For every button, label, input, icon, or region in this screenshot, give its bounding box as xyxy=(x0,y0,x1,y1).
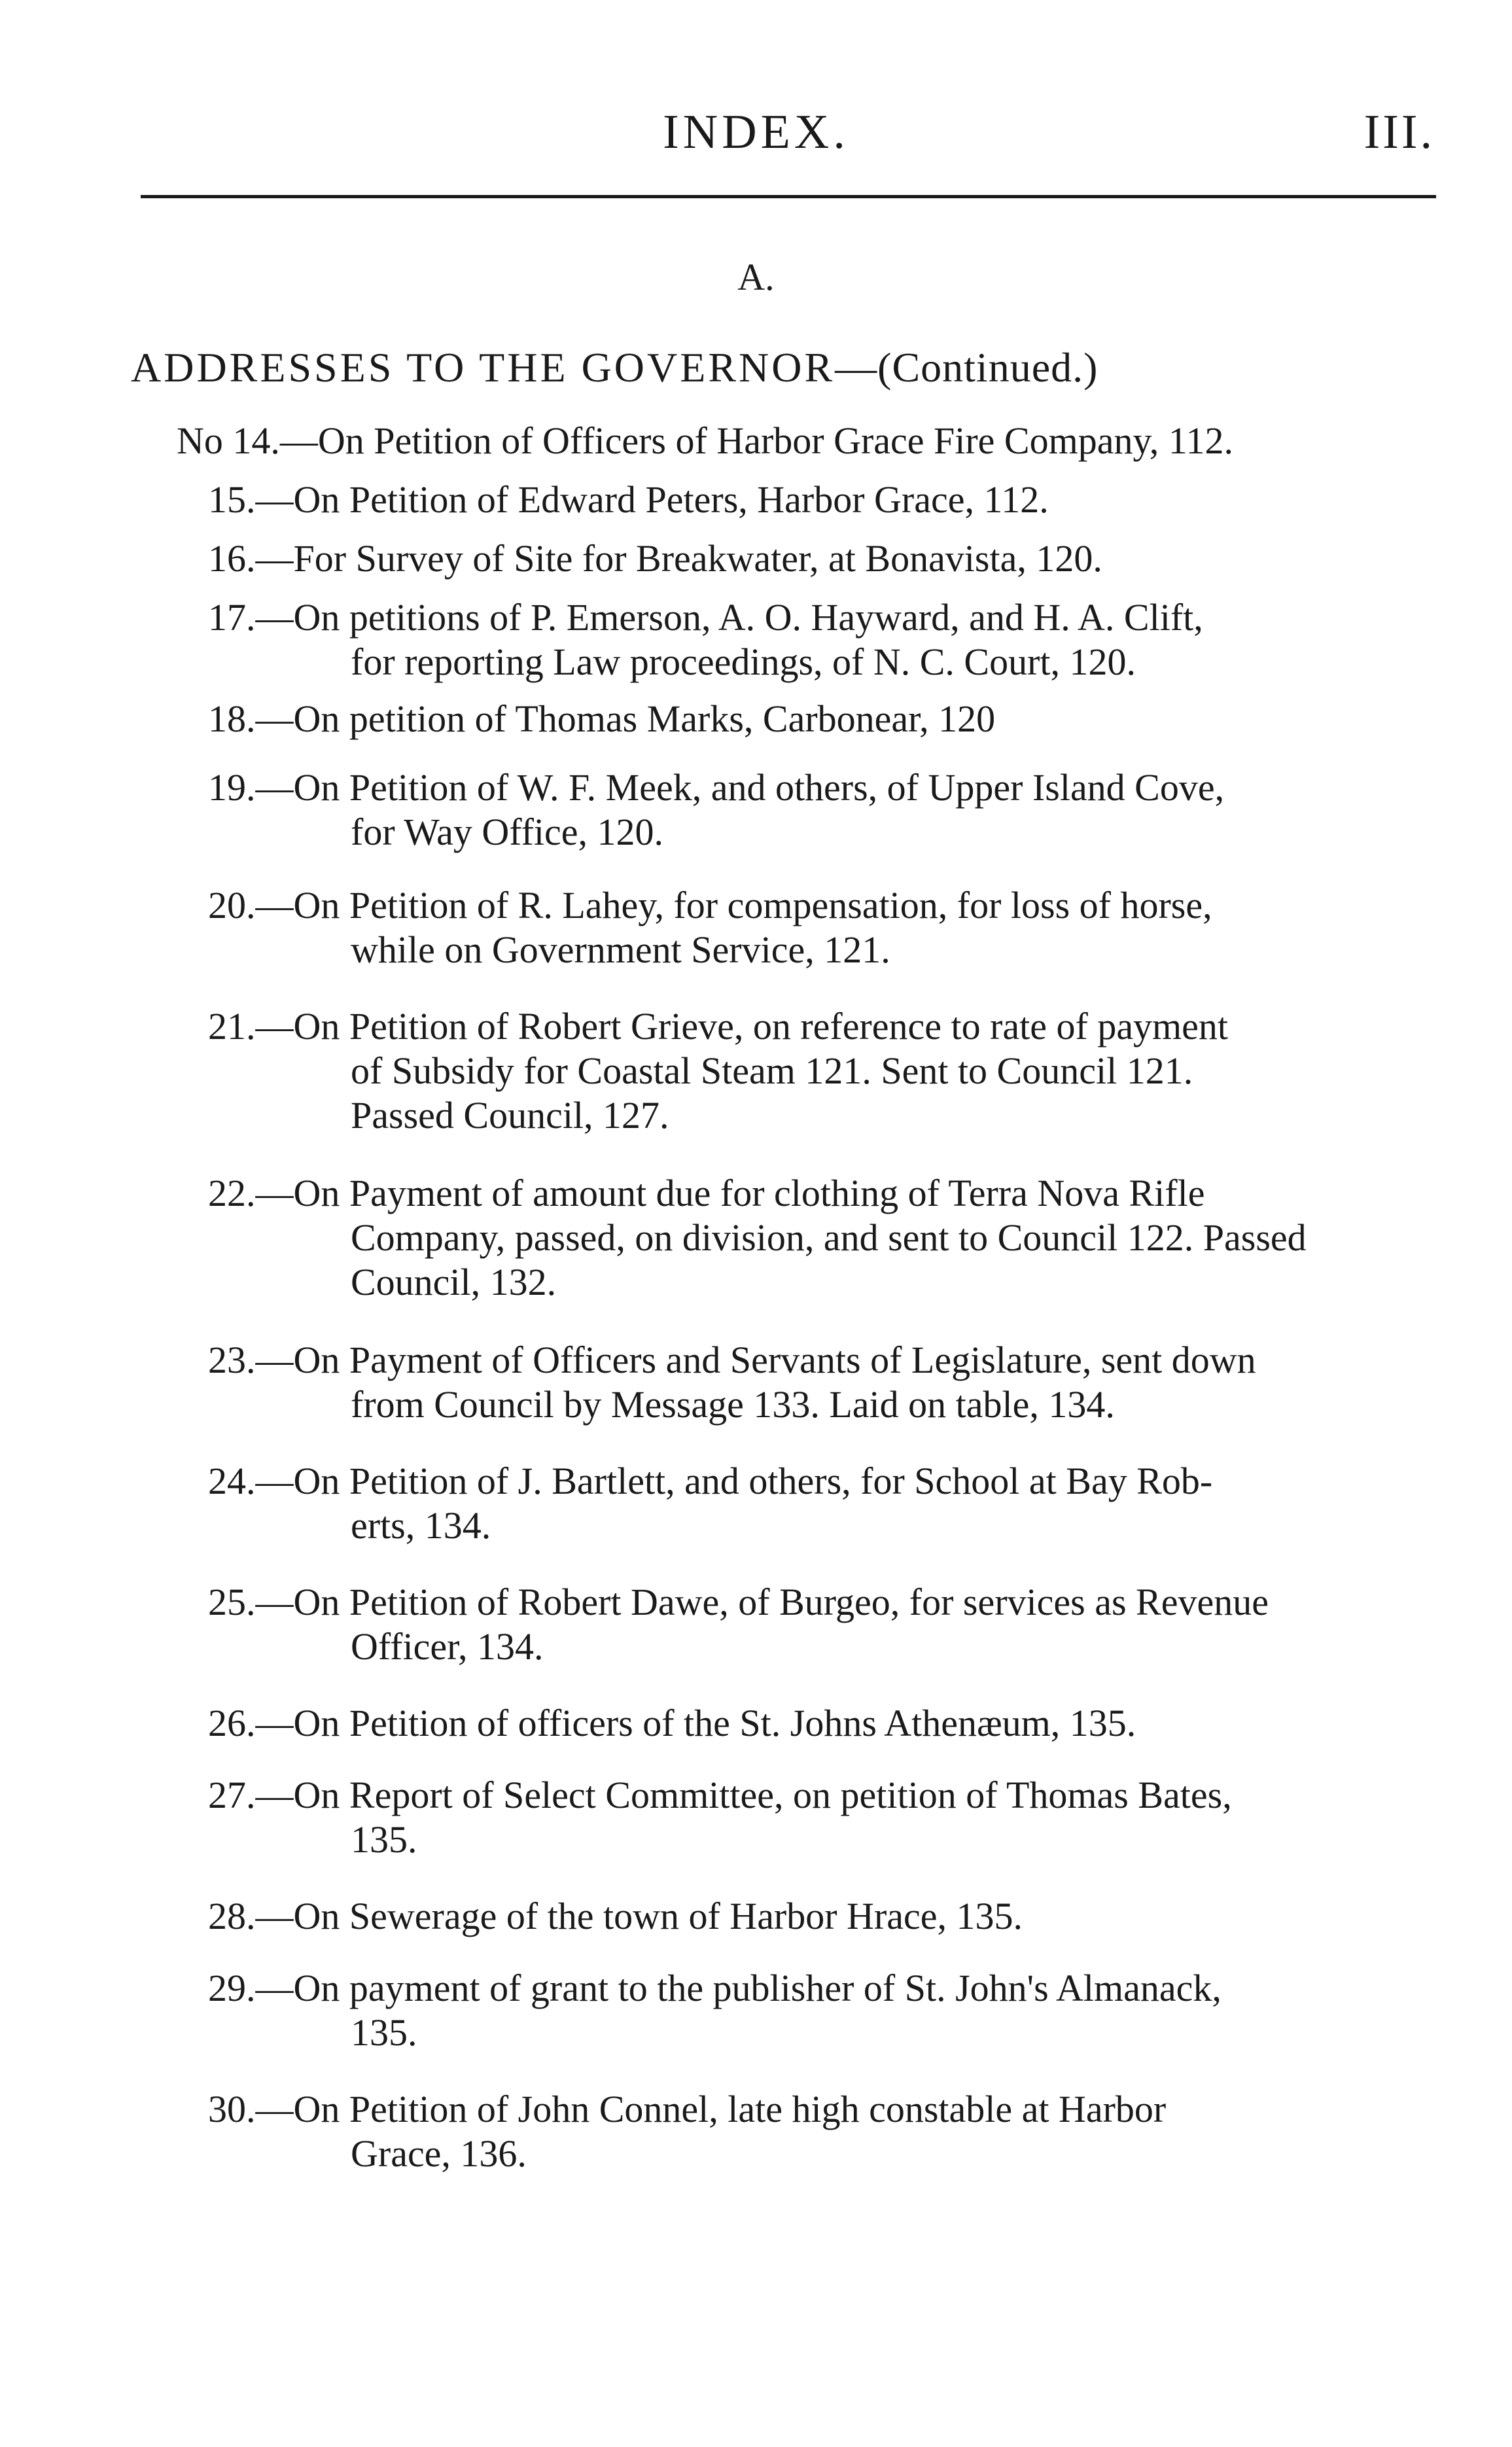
index-entry xyxy=(208,1459,1438,1548)
index-entry xyxy=(208,1004,1438,1138)
entry-line: 22.—On Payment of amount due for clothing of Terra Nova Rifle xyxy=(208,1172,1205,1214)
index-entry xyxy=(208,766,1438,854)
entry-line: 19.—On Petition of W. F. Meek, and others, of Upper Island Cove, xyxy=(208,766,1225,809)
entry-line: from Council by Message 133. Laid on table, 134. xyxy=(351,1383,1115,1426)
index-entry xyxy=(208,1773,1438,1862)
entry-line: 16.—For Survey of Site for Breakwater, at Bonavista, 120. xyxy=(208,537,1102,580)
entry-line: 23.—On Payment of Officers and Servants of Legislature, sent down xyxy=(208,1339,1256,1381)
index-entry xyxy=(208,1171,1438,1305)
index-entry xyxy=(177,419,1407,463)
entry-line: 18.—On petition of Thomas Marks, Carbonear, 120 xyxy=(208,697,996,740)
index-entry xyxy=(208,595,1438,684)
index-entry xyxy=(208,537,1438,581)
index-entry xyxy=(208,2087,1438,2176)
entry-line: 17.—On petitions of P. Emerson, A. O. Hayward, and H. A. Clift, xyxy=(208,596,1203,639)
index-entry xyxy=(208,1701,1438,1746)
entry-line: Passed Council, 127. xyxy=(351,1094,669,1136)
entry-line: 29.—On payment of grant to the publisher of St. John's Almanack, xyxy=(208,1967,1222,2009)
running-head xyxy=(0,105,1512,164)
entry-line: 135. xyxy=(351,1818,417,1861)
entry-line: 27.—On Report of Select Committee, on petition of Thomas Bates, xyxy=(208,1774,1232,1816)
entry-line: for Way Office, 120. xyxy=(351,811,663,853)
entry-line: 28.—On Sewerage of the town of Harbor Hrace, 135. xyxy=(208,1895,1023,1937)
running-head-title: INDEX. xyxy=(663,105,849,159)
index-entry xyxy=(208,883,1438,972)
index-entry xyxy=(208,478,1438,522)
entry-line: 24.—On Petition of J. Bartlett, and others, for School at Bay Rob- xyxy=(208,1460,1213,1502)
entry-line: 135. xyxy=(351,2011,417,2054)
section-heading-title: ADDRESSES TO THE GOVERNOR xyxy=(131,344,835,391)
entry-line: 15.—On Petition of Edward Peters, Harbor Grace, 112. xyxy=(208,478,1049,521)
page-number: III. xyxy=(1363,105,1435,159)
index-entry xyxy=(208,1580,1438,1669)
section-letter: A. xyxy=(737,256,775,298)
header-rule xyxy=(141,195,1436,198)
index-entry xyxy=(208,1338,1438,1427)
index-entry xyxy=(208,1894,1438,1939)
entry-line: 20.—On Petition of R. Lahey, for compensation, for loss of horse, xyxy=(208,884,1212,926)
entry-line: 26.—On Petition of officers of the St. Johns Athenæum, 135. xyxy=(208,1702,1136,1744)
entry-line: for reporting Law proceedings, of N. C. Court, 120. xyxy=(351,641,1136,683)
section-heading xyxy=(131,343,1098,392)
index-entry xyxy=(208,1966,1438,2055)
entry-line: while on Government Service, 121. xyxy=(351,928,890,971)
section-heading-suffix: —(Continued.) xyxy=(835,344,1099,391)
entry-line: 21.—On Petition of Robert Grieve, on reference to rate of payment xyxy=(208,1005,1229,1047)
entry-line: Grace, 136. xyxy=(351,2132,527,2175)
entry-line: Council, 132. xyxy=(351,1261,557,1303)
entry-line: 25.—On Petition of Robert Dawe, of Burgeo, for services as Revenue xyxy=(208,1581,1269,1623)
entry-line: 30.—On Petition of John Connel, late high constable at Harbor xyxy=(208,2088,1167,2130)
entry-line: Officer, 134. xyxy=(351,1625,544,1668)
entry-line: Company, passed, on division, and sent to Council 122. Passed xyxy=(351,1216,1307,1259)
entry-line: No 14.—On Petition of Officers of Harbor Grace Fire Company, 112. xyxy=(177,419,1234,462)
entry-line: of Subsidy for Coastal Steam 121. Sent to Council 121. xyxy=(351,1049,1193,1092)
entry-line: erts, 134. xyxy=(351,1504,491,1547)
index-entry xyxy=(208,697,1438,741)
